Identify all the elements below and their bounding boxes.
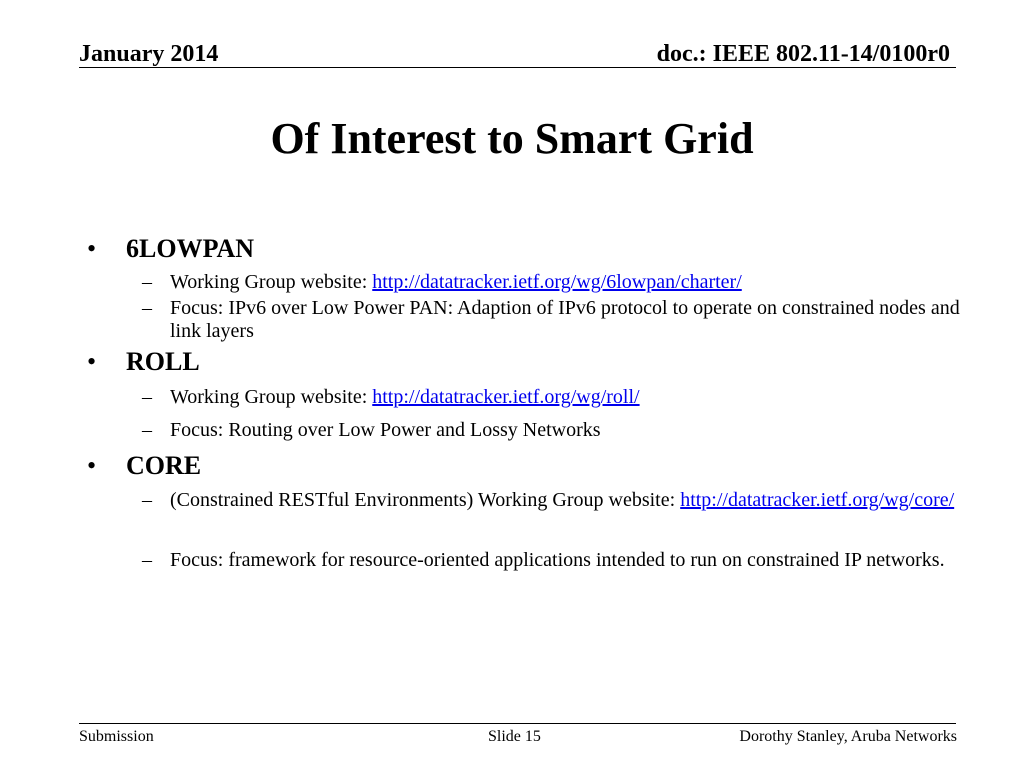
header-divider [79, 67, 956, 68]
dash-icon: – [142, 419, 152, 441]
dash-icon: – [142, 386, 152, 408]
bullet-heading: ROLL [126, 347, 200, 376]
bullet-icon: • [87, 347, 97, 376]
sub-bullet-label: Working Group website: [170, 386, 373, 408]
sub-bullet-text: Focus: Routing over Low Power and Lossy Networks [170, 419, 601, 441]
bullet-heading: CORE [126, 451, 202, 480]
sub-bullet-label: Working Group website: [170, 271, 373, 293]
roll-link[interactable]: http://datatracker.ietf.org/wg/roll/ [372, 386, 640, 408]
footer-divider [79, 723, 956, 724]
bullet-icon: • [87, 234, 97, 263]
dash-icon: – [142, 549, 152, 571]
sub-bullet-text: Focus: IPv6 over Low Power PAN: Adaption of IPv6 protocol to operate on constrained nodes and link layers [170, 297, 960, 342]
bullet-icon: • [87, 451, 97, 480]
dash-icon: – [142, 271, 152, 293]
bullet-heading: 6LOWPAN [126, 234, 255, 263]
sub-bullet-text: Focus: framework for resource-oriented applications intended to run on constrained IP networks. [170, 549, 945, 571]
footer-slide-number: Slide 15 [488, 728, 541, 745]
footer-author: Dorothy Stanley, Aruba Networks [739, 728, 957, 745]
sub-bullet-label: (Constrained RESTful Environments) Working Group website: [170, 489, 681, 511]
slide-title: Of Interest to Smart Grid [270, 114, 754, 163]
footer-submission: Submission [79, 728, 154, 745]
core-link[interactable]: http://datatracker.ietf.org/wg/core/ [680, 489, 955, 511]
header-date: January 2014 [79, 41, 219, 67]
dash-icon: – [142, 489, 152, 511]
6lowpan-charter-link[interactable]: http://datatracker.ietf.org/wg/6lowpan/charter/ [372, 271, 742, 293]
dash-icon: – [142, 297, 152, 319]
header-doc-id: doc.: IEEE 802.11-14/0100r0 [656, 41, 950, 67]
